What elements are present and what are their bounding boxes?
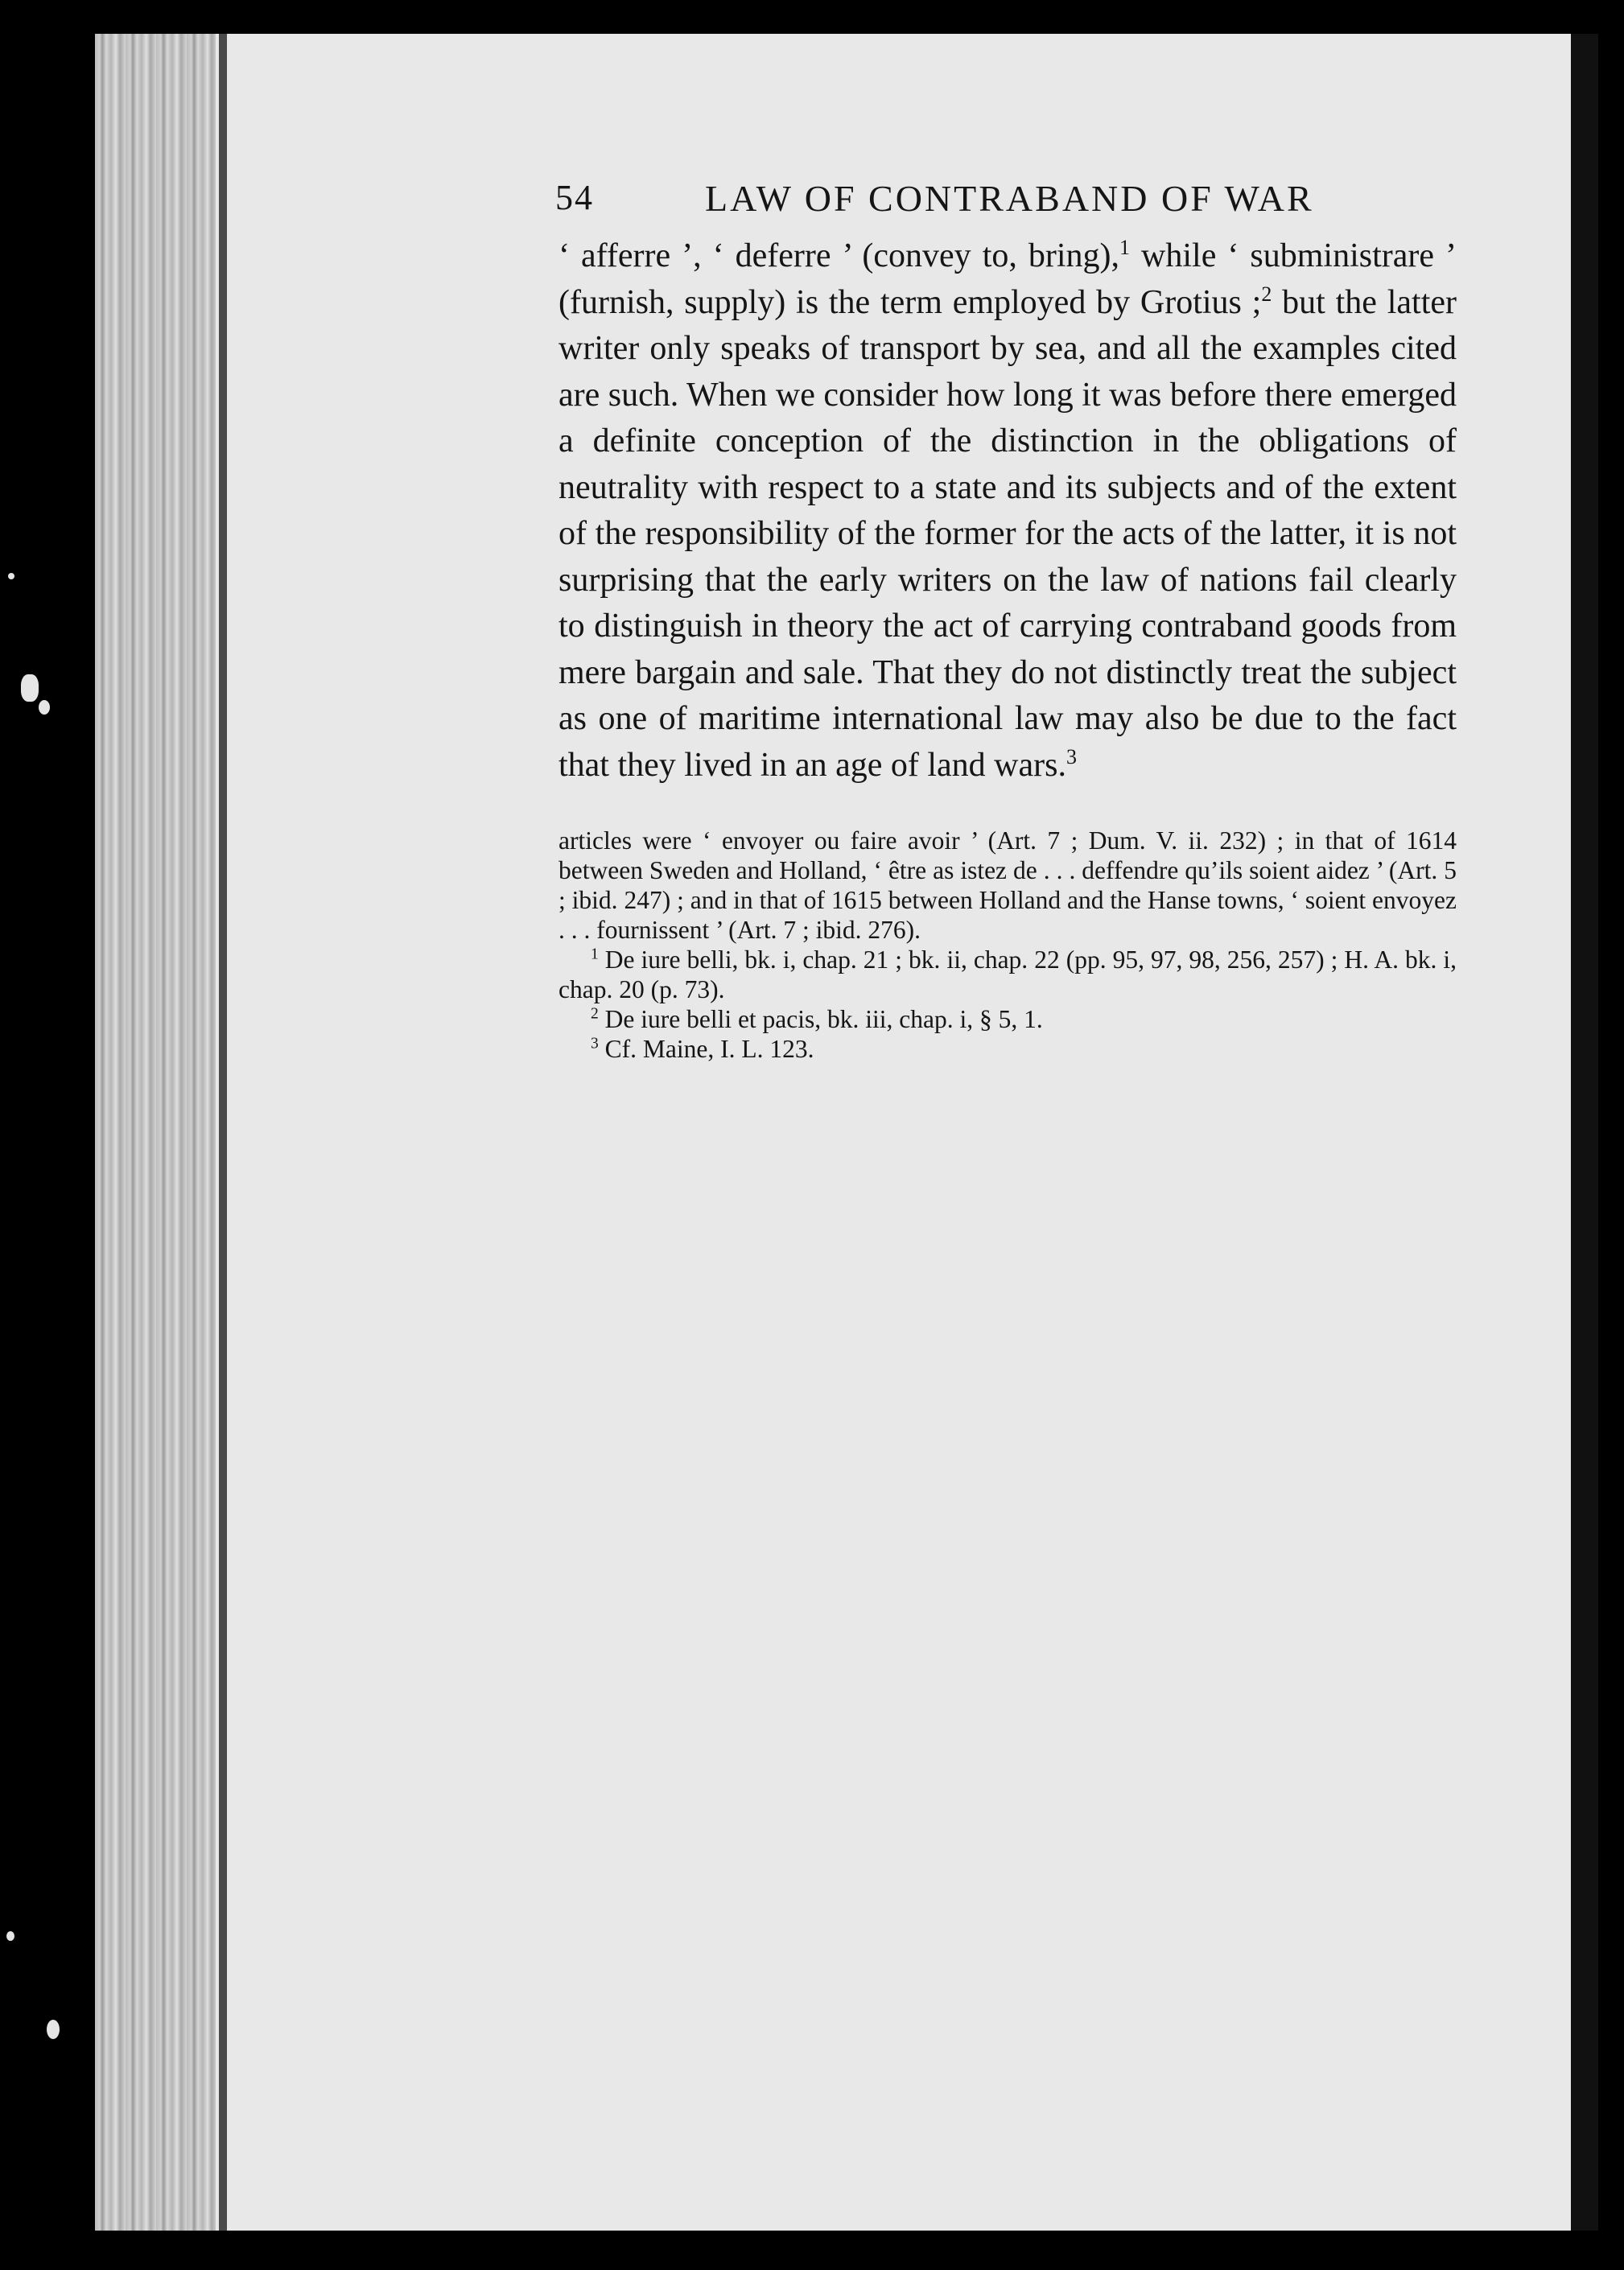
- body-text-run: but the latter writer only speaks of transport by sea, and all the examples cited are such. When we consider how long it was before there emerged a definite conception of the distinction in the obligations of neutrality with respect to a state and its subjects and of the extent of the responsibility of the former for the acts of the latter, it is not surprising that the early writers on the law of nations fail clearly to distinguish in theory the act of carrying contraband goods from mere bargain and sale. That they do not distinctly treat the subject as one of maritime international law may also be due to the fact that they lived in an age of land wars.: [559, 283, 1457, 784]
- running-head: [465, 177, 1463, 233]
- margin-speck: [8, 573, 14, 579]
- page-number: 54: [555, 178, 594, 217]
- margin-speck: [6, 1931, 14, 1941]
- body-paragraph: [559, 233, 1457, 789]
- margin-speck: [39, 700, 50, 715]
- gutter-shadow: [219, 34, 227, 2231]
- footnote-continued: articles were ‘ envoyer ou faire avoir ’ (Art. 7 ; Dum. V. ii. 232) ; in that of 1614 between Sweden and Holland, ‘ être as istez de . . . deffendre qu’ils soient aidez ’ (Art. 5 ; ibid. 247) ; and in that of 1615 between Holland and the Hanse towns, ‘ soient envoyez . . . fournissent ’ (Art. 7 ; ibid. 276).: [559, 826, 1457, 944]
- footnote-ref-2: 2: [1261, 282, 1272, 306]
- footnote-text: De iure belli et pacis, bk. iii, chap. i, § 5, 1.: [598, 1005, 1043, 1033]
- footnote-1: [559, 945, 1457, 1004]
- footnote-mark: 1: [591, 945, 599, 963]
- scanned-page: [95, 34, 1598, 2231]
- footnote-ref-1: 1: [1119, 236, 1131, 259]
- footnote-3: [559, 1034, 1457, 1064]
- footnote-ref-3: 3: [1065, 744, 1077, 768]
- footnotes: [559, 826, 1457, 1064]
- footnote-2: [559, 1004, 1457, 1034]
- footnote-text: Cf. Maine, I. L. 123.: [598, 1035, 814, 1063]
- footnote-text: De iure belli, bk. i, chap. 21 ; bk. ii, chap. 22 (pp. 95, 97, 98, 256, 257) ; H. A. bk. i, chap. 20 (p. 73).: [559, 945, 1457, 1003]
- page-right-edge: [1571, 34, 1598, 2231]
- body-text: [559, 233, 1457, 789]
- body-text-run: while ‘ subministrare ’ (furnish, supply) is the term employed by Grotius ;: [559, 237, 1457, 321]
- body-text-run: ‘ afferre ’, ‘ deferre ’ (convey to, bring),: [559, 237, 1120, 274]
- margin-speck: [21, 674, 39, 702]
- page-gutter: [95, 34, 216, 2231]
- running-title: LAW OF CONTRABAND OF WAR: [705, 178, 1314, 219]
- footnote-mark: 3: [591, 1035, 599, 1053]
- text-block: [465, 177, 1463, 1064]
- margin-speck: [47, 2020, 60, 2039]
- footnote-mark: 2: [591, 1005, 599, 1023]
